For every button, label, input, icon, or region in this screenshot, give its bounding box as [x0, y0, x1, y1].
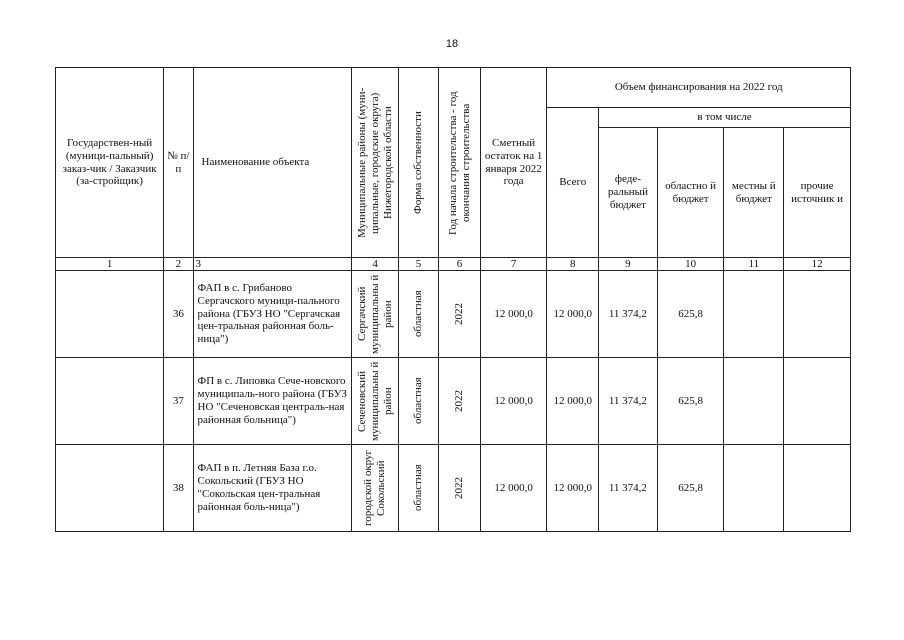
column-index: 7: [480, 258, 547, 271]
cell-other: [784, 445, 851, 532]
header-num: № п/п: [164, 68, 193, 258]
column-index: 6: [439, 258, 480, 271]
cell-regional: 625,8: [657, 358, 724, 445]
cell-remainder: 12 000,0: [480, 271, 547, 358]
cell-years: 2022: [439, 271, 480, 358]
header-regional: областно й бюджет: [657, 128, 724, 258]
cell-regional: 625,8: [657, 271, 724, 358]
cell-local: [724, 271, 784, 358]
column-index: 12: [784, 258, 851, 271]
cell-years: 2022: [439, 445, 480, 532]
cell-customer: [56, 445, 164, 532]
column-index-row: [56, 258, 851, 271]
header-other: прочие источник и: [784, 128, 851, 258]
header-including: в том числе: [599, 108, 851, 128]
financing-table: [55, 67, 851, 532]
header-local: местны й бюджет: [724, 128, 784, 258]
cell-local: [724, 445, 784, 532]
header-years: Год начала строительства - год окончания строительства: [439, 68, 480, 258]
cell-municipality: городской округ Сокольский: [352, 445, 399, 532]
column-index: 10: [657, 258, 724, 271]
cell-other: [784, 358, 851, 445]
column-index: 3: [193, 258, 352, 271]
cell-other: [784, 271, 851, 358]
cell-municipality: Сеченовский муниципальны й район: [352, 358, 399, 445]
table-row: [56, 271, 851, 358]
page-number: 18: [445, 38, 459, 50]
cell-customer: [56, 358, 164, 445]
cell-total: 12 000,0: [547, 445, 599, 532]
cell-total: 12 000,0: [547, 358, 599, 445]
cell-num: 37: [164, 358, 193, 445]
column-index: 8: [547, 258, 599, 271]
header-name: Наименование объекта: [193, 68, 352, 258]
column-index: 9: [599, 258, 658, 271]
header-municipality: Муниципальные районы (муни-ципальные, городские округа) Нижегородской области: [352, 68, 399, 258]
header-customer: Государствен-ный (муници-пальный) заказ-чик / Заказчик (за-стройщик): [56, 68, 164, 258]
cell-federal: 11 374,2: [599, 445, 658, 532]
cell-regional: 625,8: [657, 445, 724, 532]
table-row: [56, 445, 851, 532]
header-remainder: Сметный остаток на 1 января 2022 года: [480, 68, 547, 258]
cell-federal: 11 374,2: [599, 358, 658, 445]
column-index: 1: [56, 258, 164, 271]
cell-ownership: областная: [398, 271, 438, 358]
cell-remainder: 12 000,0: [480, 445, 547, 532]
column-index: 11: [724, 258, 784, 271]
cell-local: [724, 358, 784, 445]
column-index: 2: [164, 258, 193, 271]
header-ownership: Форма собственности: [398, 68, 438, 258]
cell-ownership: областная: [398, 358, 438, 445]
cell-ownership: областная: [398, 445, 438, 532]
header-funding-group: Объем финансирования на 2022 год: [547, 68, 851, 108]
cell-name: ФП в с. Липовка Сече-новского муниципаль-ного района (ГБУЗ НО "Сеченовская централь-ная районная больница"): [193, 358, 352, 445]
cell-years: 2022: [439, 358, 480, 445]
column-index: 4: [352, 258, 399, 271]
cell-name: ФАП в п. Летняя База г.о. Сокольский (ГБУЗ НО "Сокольская цен-тральная районная боль-ница"): [193, 445, 352, 532]
table-row: [56, 358, 851, 445]
header-federal: феде-ральный бюджет: [599, 128, 658, 258]
header-total: Всего: [547, 108, 599, 258]
cell-federal: 11 374,2: [599, 271, 658, 358]
cell-num: 38: [164, 445, 193, 532]
cell-remainder: 12 000,0: [480, 358, 547, 445]
cell-customer: [56, 271, 164, 358]
cell-num: 36: [164, 271, 193, 358]
column-index: 5: [398, 258, 438, 271]
cell-municipality: Сергачский муниципальны й район: [352, 271, 399, 358]
cell-name: ФАП в с. Грибаново Сергачского муници-пального района (ГБУЗ НО "Сергачская цен-тральная районная боль-ница"): [193, 271, 352, 358]
cell-total: 12 000,0: [547, 271, 599, 358]
